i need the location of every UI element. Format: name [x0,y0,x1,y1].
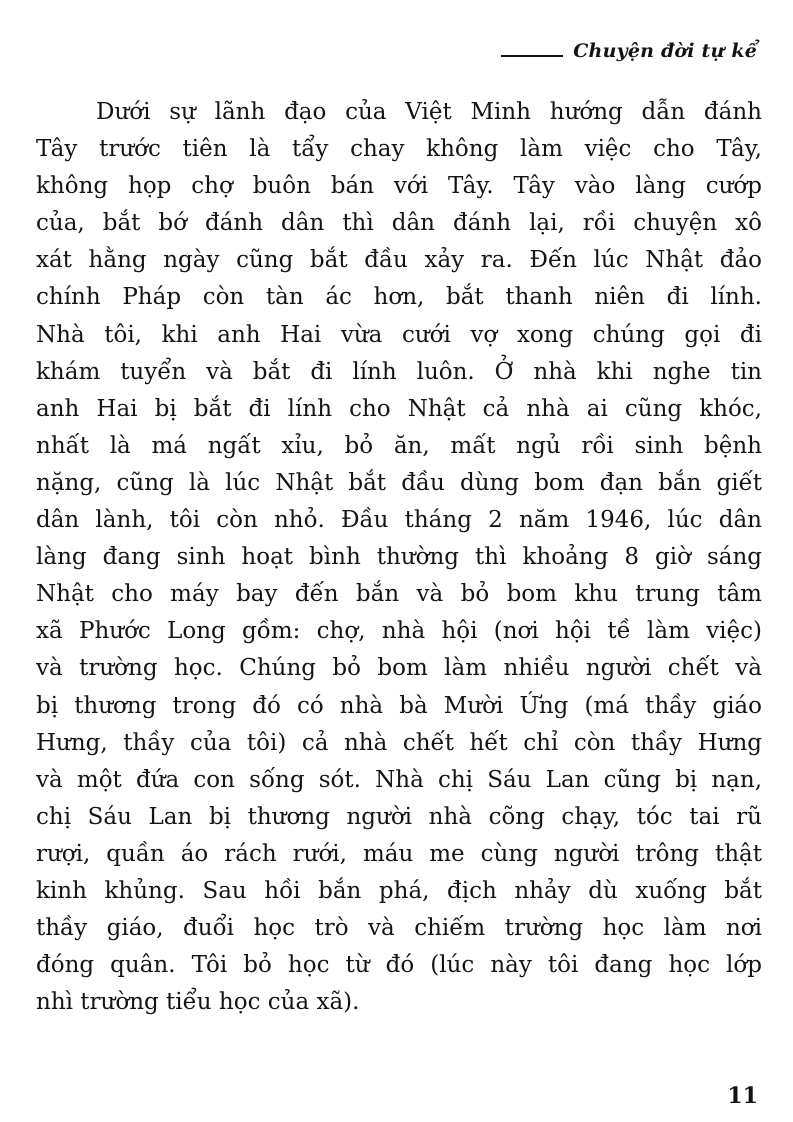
text-line: nhất là má ngất xỉu, bỏ ăn, mất ngủ rồi sinh bệnh [36,432,762,459]
text-line: nặng, cũng là lúc Nhật bắt đầu dùng bom đạn bắn giết [36,469,762,496]
text-line: của, bắt bớ đánh dân thì dân đánh lại, rồi chuyện xô [36,210,762,237]
text-line: làng đang sinh hoạt bình thường thì khoảng 8 giờ sáng [36,544,762,571]
text-line: xã Phước Long gồm: chợ, nhà hội (nơi hội tề làm việc) [36,618,762,645]
running-header [501,40,757,62]
header-rule [501,55,563,57]
text-line: Nhà tôi, khi anh Hai vừa cưới vợ xong chúng gọi đi [36,321,762,348]
text-line: dân lành, tôi còn nhỏ. Đầu tháng 2 năm 1946, lúc dân [36,507,762,534]
text-line: anh Hai bị bắt đi lính cho Nhật cả nhà ai cũng khóc, [36,395,762,422]
running-header-title: Chuyện đời tự kể [573,40,757,62]
text-line: chị Sáu Lan bị thương người nhà cõng chạy, tóc tai rũ [36,803,762,830]
page-number: 11 [727,1083,758,1109]
text-line: đóng quân. Tôi bỏ học từ đó (lúc này tôi đang học lớp [36,952,762,979]
text-line: Nhật cho máy bay đến bắn và bỏ bom khu trung tâm [36,581,762,608]
text-line: rượi, quần áo rách rưới, máu me cùng người trông thật [36,840,762,867]
text-line: chính Pháp còn tàn ác hơn, bắt thanh niên đi lính. [36,284,762,311]
text-line: nhì trường tiểu học của xã). [36,989,360,1016]
text-line: bị thương trong đó có nhà bà Mười Ứng (má thầy giáo [36,692,762,719]
text-line: thầy giáo, đuổi học trò và chiếm trường học làm nơi [36,915,762,942]
paragraph [36,94,762,1021]
text-line: kinh khủng. Sau hồi bắn phá, địch nhảy dù xuống bắt [36,877,762,904]
body-text [36,94,762,1021]
text-line: Tây trước tiên là tẩy chay không làm việc cho Tây, [36,136,762,163]
text-line: Hưng, thầy của tôi) cả nhà chết hết chỉ còn thầy Hưng [36,729,762,756]
text-line: xát hằng ngày cũng bắt đầu xảy ra. Đến lúc Nhật đảo [36,247,762,274]
text-line: và trường học. Chúng bỏ bom làm nhiều người chết và [36,655,762,682]
text-line: và một đứa con sống sót. Nhà chị Sáu Lan cũng bị nạn, [36,766,762,793]
text-line: không họp chợ buôn bán với Tây. Tây vào làng cướp [36,173,762,200]
text-line: Dưới sự lãnh đạo của Việt Minh hướng dẫn đánh [96,99,762,125]
text-line: khám tuyển và bắt đi lính luôn. Ở nhà khi nghe tin [36,358,762,385]
